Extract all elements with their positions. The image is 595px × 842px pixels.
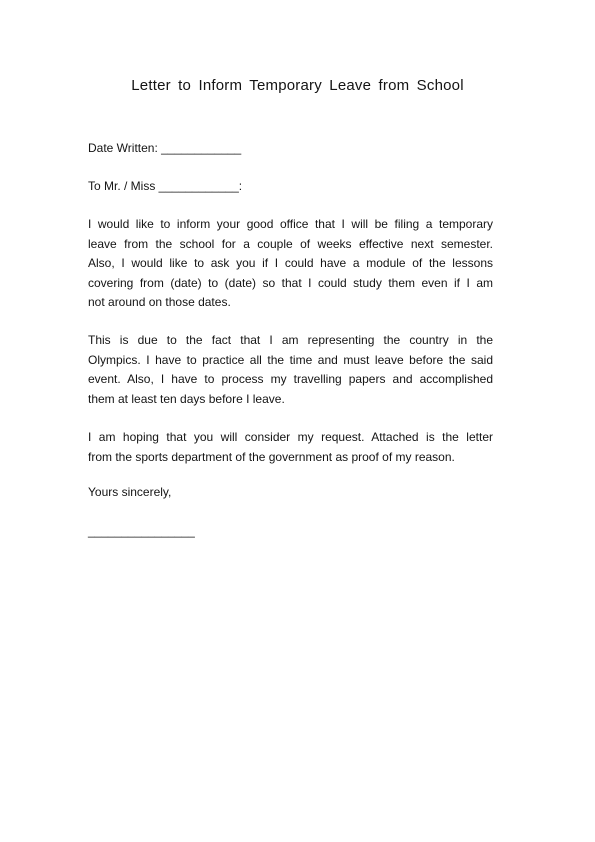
paragraph-line: covering from (date) to (date) so that I could study them even if I am xyxy=(88,275,493,290)
letter-title: Letter to Inform Temporary Leave from School xyxy=(131,77,464,94)
paragraph-line: I would like to inform your good office that I will be filing a temporary xyxy=(88,217,493,231)
paragraph-line: Olympics. I have to practice all the time and must leave before the said xyxy=(88,352,493,367)
paragraph-line: I am hoping that you will consider my request. Attached is the letter xyxy=(88,430,493,444)
paragraph-line: from the sports department of the government as proof of my reason. xyxy=(88,449,455,464)
paragraph-line: them at least ten days before I leave. xyxy=(88,391,285,406)
paragraph-line: leave from the school for a couple of weeks effective next semester. xyxy=(88,236,493,251)
salutation-line xyxy=(88,177,493,197)
paragraph-line: Also, I would like to ask you if I could have a module of the lessons xyxy=(88,256,493,270)
paragraph-1 xyxy=(88,215,493,313)
signature-blank: ________________ xyxy=(88,524,195,538)
signature-line xyxy=(88,522,493,542)
closing-text: Yours sincerely, xyxy=(88,485,172,499)
date-written-text: Date Written: ____________ xyxy=(88,141,242,155)
paragraph-line: event. Also, I have to process my travelling papers and accomplished xyxy=(88,372,493,386)
paragraph-line: not around on those dates. xyxy=(88,295,231,309)
paragraph-2 xyxy=(88,331,493,409)
paragraph-line: This is due to the fact that I am representing the country in the xyxy=(88,333,493,347)
paragraph-3 xyxy=(88,428,493,467)
salutation-text: To Mr. / Miss ____________: xyxy=(88,179,243,193)
closing-line xyxy=(88,483,493,503)
date-written-line xyxy=(88,139,493,159)
